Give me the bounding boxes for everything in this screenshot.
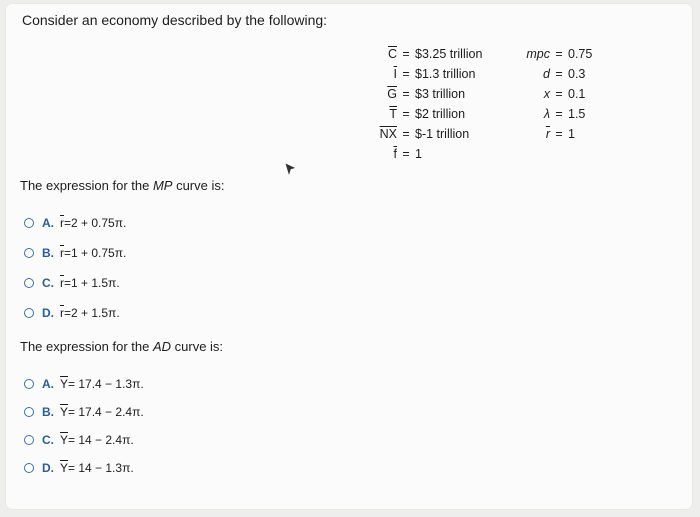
param-label: mpc	[526, 47, 550, 61]
option-rhs: = 17.4 − 1.3π.	[68, 377, 144, 391]
param-taxes	[370, 104, 482, 124]
option-lhs: $\overline{r}$	[60, 216, 64, 230]
radio-button-icon[interactable]	[24, 463, 34, 473]
param-label: $\overline{G}$	[387, 87, 397, 101]
param-consumption	[370, 44, 482, 64]
question-mp	[20, 178, 224, 193]
param-r-bar	[510, 124, 592, 144]
option-letter: C.	[42, 276, 54, 290]
equals-sign: =	[555, 107, 563, 121]
param-value: 1.5	[568, 107, 586, 121]
param-value: $3 trillion	[415, 87, 466, 101]
param-label: $\overline{r}$	[545, 127, 550, 141]
option-letter: D.	[42, 306, 54, 320]
option-lhs: $\overline{Y}$	[60, 377, 69, 391]
equals-sign: =	[402, 47, 410, 61]
parameters-right	[510, 44, 592, 144]
param-value: 0.3	[568, 67, 586, 81]
param-value: $1.3 trillion	[415, 67, 476, 81]
param-d	[510, 64, 592, 84]
param-value: 0.75	[568, 47, 593, 61]
param-label: x	[543, 87, 550, 101]
option-letter: D.	[42, 461, 54, 475]
param-government	[370, 84, 482, 104]
ad-option-d[interactable]	[24, 459, 134, 477]
radio-button-icon[interactable]	[24, 308, 34, 318]
radio-button-icon[interactable]	[24, 218, 34, 228]
question-suffix: curve is:	[172, 178, 225, 193]
question-prefix: The expression for the	[20, 178, 153, 193]
equals-sign: =	[402, 147, 410, 161]
question-ad	[20, 339, 223, 354]
radio-button-icon[interactable]	[24, 248, 34, 258]
radio-button-icon[interactable]	[24, 435, 34, 445]
param-value: 1	[415, 147, 422, 161]
option-lhs: $\overline{Y}$	[60, 461, 69, 475]
equals-sign: =	[402, 127, 410, 141]
radio-button-icon[interactable]	[24, 407, 34, 417]
equals-sign: =	[555, 127, 563, 141]
radio-button-icon[interactable]	[24, 278, 34, 288]
mp-option-a[interactable]	[24, 214, 126, 232]
param-label: $\overline{C}$	[387, 47, 397, 61]
parameters-left	[370, 44, 482, 164]
param-lambda	[510, 104, 592, 124]
mp-option-d[interactable]	[24, 304, 120, 322]
param-label: $\overline{f}$	[393, 147, 397, 161]
radio-button-icon[interactable]	[24, 379, 34, 389]
question-term: MP	[152, 178, 173, 193]
option-lhs: $\overline{Y}$	[60, 433, 69, 447]
equals-sign: =	[555, 67, 563, 81]
param-label: λ	[543, 107, 550, 121]
param-value: 1	[568, 127, 575, 141]
ad-option-b[interactable]	[24, 403, 144, 421]
option-rhs: =2 + 1.5π.	[64, 306, 120, 320]
option-lhs: $\overline{r}$	[60, 246, 64, 260]
option-letter: C.	[42, 433, 54, 447]
mp-option-b[interactable]	[24, 244, 126, 262]
option-rhs: = 14 − 2.4π.	[68, 433, 134, 447]
equals-sign: =	[402, 87, 410, 101]
param-f	[370, 144, 482, 164]
option-lhs: $\overline{r}$	[60, 306, 64, 320]
option-letter: A.	[42, 377, 54, 391]
option-letter: A.	[42, 216, 54, 230]
mouse-cursor-icon	[284, 162, 298, 183]
ad-option-a[interactable]	[24, 375, 144, 393]
equals-sign: =	[402, 67, 410, 81]
question-term: AD	[152, 339, 172, 354]
param-value: 0.1	[568, 87, 586, 101]
param-label: $\overline{I}$	[393, 67, 397, 81]
question-suffix: curve is:	[171, 339, 224, 354]
param-mpc	[510, 44, 592, 64]
intro-text: Consider an economy described by the following:	[22, 12, 328, 28]
option-rhs: =1 + 0.75π.	[64, 246, 127, 260]
param-value: $-1 trillion	[415, 127, 470, 141]
param-value: $2 trillion	[415, 107, 466, 121]
option-rhs: =2 + 0.75π.	[64, 216, 127, 230]
param-label: d	[543, 67, 550, 81]
param-label: $\overline{T}$	[389, 107, 397, 121]
param-investment	[370, 64, 482, 84]
option-rhs: = 14 − 1.3π.	[68, 461, 134, 475]
equals-sign: =	[555, 87, 563, 101]
param-net-exports	[370, 124, 482, 144]
equals-sign: =	[555, 47, 563, 61]
question-prefix: The expression for the	[20, 339, 153, 354]
option-rhs: =1 + 1.5π.	[64, 276, 120, 290]
param-value: $3.25 trillion	[415, 47, 483, 61]
option-lhs: $\overline{r}$	[60, 276, 64, 290]
option-letter: B.	[42, 405, 54, 419]
option-rhs: = 17.4 − 2.4π.	[68, 405, 144, 419]
mp-option-c[interactable]	[24, 274, 120, 292]
option-letter: B.	[42, 246, 54, 260]
option-lhs: $\overline{Y}$	[60, 405, 69, 419]
equals-sign: =	[402, 107, 410, 121]
ad-option-c[interactable]	[24, 431, 134, 449]
param-label: $\overline{NX}$	[379, 127, 397, 141]
param-x	[510, 84, 592, 104]
